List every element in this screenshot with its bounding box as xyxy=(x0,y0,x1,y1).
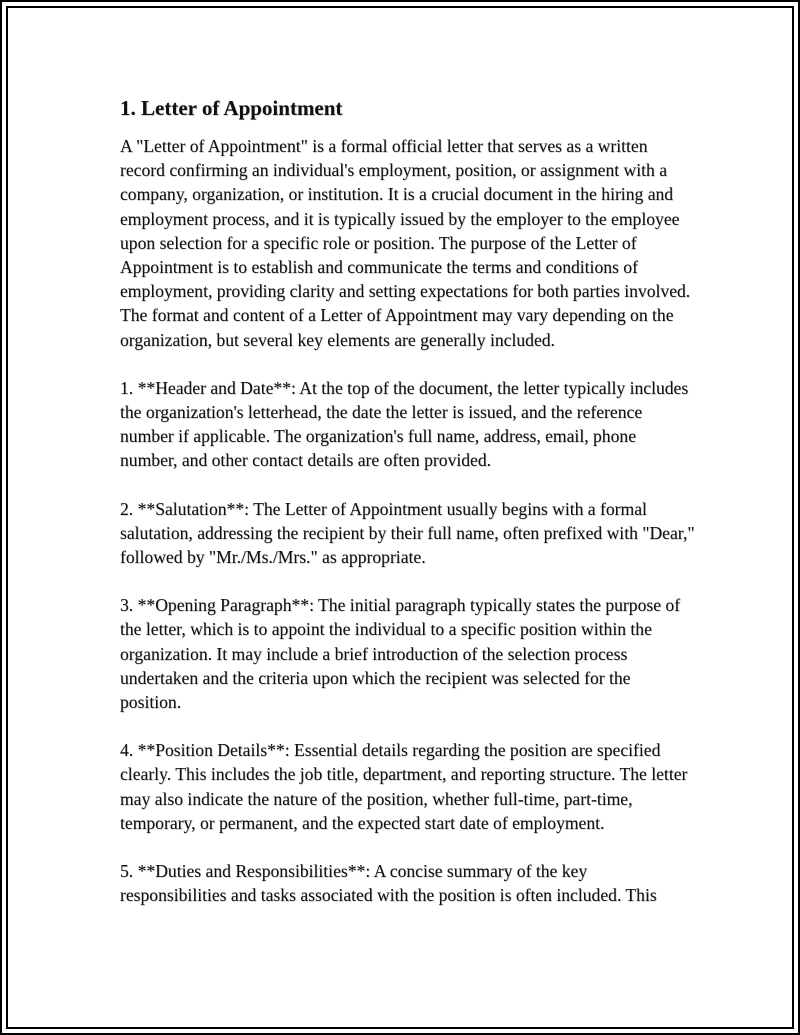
paragraph-position-details: 4. **Position Details**: Essential details regarding the position are specified clearly. This includes the job title, department, and reporting structure. The letter may also indicate the nature of the position, whether full-time, part-time, temporary, or permanent, and the expected start date of employment. xyxy=(120,740,688,833)
intro-paragraph: A "Letter of Appointment" is a formal official letter that serves as a written record confirming an individual's employment, position, or assignment with a company, organization, or institution. It is a crucial document in the hiring and employment process, and it is typically issued by the employer to the employee upon selection for a specific role or position. The purpose of the Letter of Appointment is to establish and communicate the terms and conditions of employment, providing clarity and setting expectations for both parties involved. The format and content of a Letter of Appointment may vary depending on the organization, but several key elements are generally included. xyxy=(120,136,691,350)
paragraph-opening: 3. **Opening Paragraph**: The initial paragraph typically states the purpose of the letter, which is to appoint the individual to a specific position within the organization. It may include a brief introduction of the selection process undertaken and the criteria upon which the recipient was selected for the position. xyxy=(120,595,681,713)
document-body xyxy=(120,94,695,931)
document-title: 1. Letter of Appointment xyxy=(120,96,343,120)
paragraph-header-and-date: 1. **Header and Date**: At the top of the document, the letter typically includes the organization's letterhead, the date the letter is issued, and the reference number if applicable. The organization's full name, address, email, phone number, and other contact details are often provided. xyxy=(120,377,689,471)
paragraph-duties: 5. **Duties and Responsibilities**: A concise summary of the key responsibilities and tasks associated with the position is often included. This xyxy=(120,861,657,906)
paragraph-salutation: 2. **Salutation**: The Letter of Appointment usually begins with a formal salutation, addressing the recipient by their full name, often prefixed with "Dear," followed by "Mr./Ms./Mrs." as appropriate. xyxy=(120,498,695,568)
